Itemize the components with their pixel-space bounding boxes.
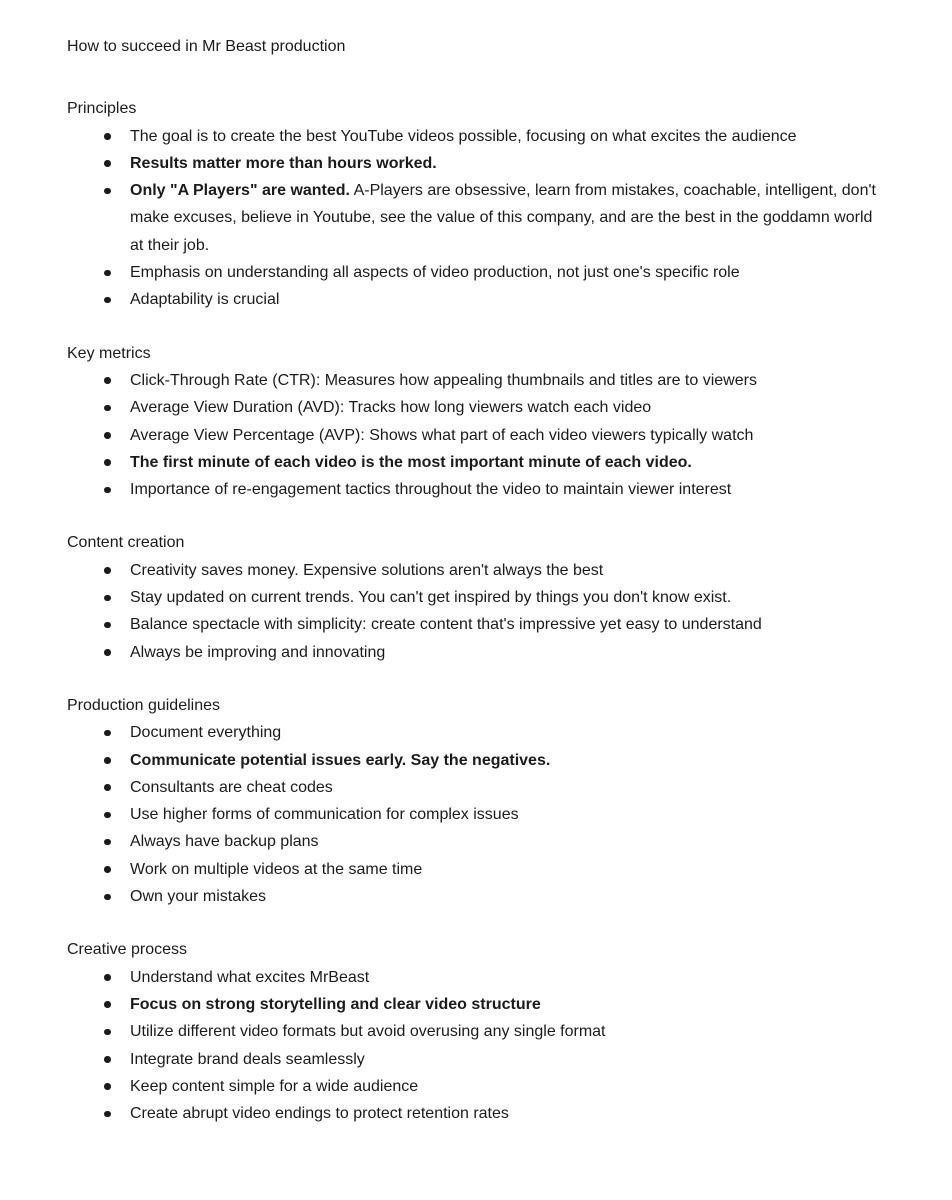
bullet-icon xyxy=(104,595,111,602)
bullet-list xyxy=(67,123,885,314)
section-heading: Key metrics xyxy=(67,344,151,362)
bullet-icon xyxy=(104,622,111,629)
bullet-text: Click-Through Rate (CTR): Measures how appealing thumbnails and titles are to viewers xyxy=(130,371,757,389)
bullet-icon xyxy=(104,866,111,873)
bullet-text: Emphasis on understanding all aspects of video production, not just one's specific role xyxy=(130,264,740,282)
list-item xyxy=(67,801,885,828)
list-item xyxy=(67,639,885,666)
bullet-icon xyxy=(104,649,111,656)
bullet-text: The goal is to create the best YouTube videos possible, focusing on what excites the audience xyxy=(130,127,797,145)
bullet-text: Adaptability is crucial xyxy=(130,291,280,309)
list-item xyxy=(67,774,885,801)
bullet-icon xyxy=(104,459,111,466)
list-item xyxy=(67,1100,885,1127)
bullet-text: Work on multiple videos at the same time xyxy=(130,860,423,878)
bullet-bold-text: Focus on strong storytelling and clear video structure xyxy=(130,995,541,1013)
document-title: How to succeed in Mr Beast production xyxy=(67,38,346,55)
list-item xyxy=(67,991,885,1018)
bullet-list xyxy=(67,964,885,1128)
bullet-text: Average View Percentage (AVP): Shows what part of each video viewers typically watch xyxy=(130,426,754,444)
bullet-icon xyxy=(104,974,111,981)
bullet-text: Create abrupt video endings to protect retention rates xyxy=(130,1105,509,1123)
bullet-text: Stay updated on current trends. You can't get inspired by things you don't know exist. xyxy=(130,589,732,607)
list-item xyxy=(67,123,885,150)
bullet-icon xyxy=(104,784,111,791)
list-item xyxy=(67,611,885,638)
bullet-icon xyxy=(104,1056,111,1063)
bullet-bold-text: The first minute of each video is the most important minute of each video. xyxy=(130,453,692,471)
bullet-icon xyxy=(104,812,111,819)
bullet-text: Use higher forms of communication for complex issues xyxy=(130,806,519,824)
list-item xyxy=(67,286,885,313)
bullet-text: Document everything xyxy=(130,724,282,742)
list-item xyxy=(67,1073,885,1100)
list-item xyxy=(67,557,885,584)
bullet-text: Understand what excites MrBeast xyxy=(130,968,370,986)
bullet-icon xyxy=(104,757,111,764)
list-item xyxy=(67,584,885,611)
list-item xyxy=(67,964,885,991)
section-heading: Content creation xyxy=(67,534,185,552)
list-item xyxy=(67,883,885,910)
section-heading: Principles xyxy=(67,100,137,118)
bullet-text: Importance of re-engagement tactics throughout the video to maintain viewer interest xyxy=(130,481,732,499)
bullet-icon xyxy=(104,133,111,140)
list-item xyxy=(67,1018,885,1045)
document-section xyxy=(67,503,885,665)
bullet-icon xyxy=(104,487,111,494)
list-item xyxy=(67,828,885,855)
bullet-icon xyxy=(104,377,111,384)
list-item xyxy=(67,422,885,449)
list-item xyxy=(67,747,885,774)
bullet-icon xyxy=(104,405,111,412)
bullet-text: Average View Duration (AVD): Tracks how long viewers watch each video xyxy=(130,399,652,417)
bullet-icon xyxy=(104,567,111,574)
bullet-icon xyxy=(104,1029,111,1036)
list-item xyxy=(67,367,885,394)
bullet-bold-text: Only "A Players" are wanted. xyxy=(130,182,350,200)
bullet-text: Keep content simple for a wide audience xyxy=(130,1077,419,1095)
list-item xyxy=(67,449,885,476)
bullet-list xyxy=(67,367,885,503)
list-item xyxy=(67,150,885,177)
bullet-icon xyxy=(104,1083,111,1090)
bullet-icon xyxy=(104,432,111,439)
list-item xyxy=(67,476,885,503)
bullet-icon xyxy=(104,297,111,304)
bullet-icon xyxy=(104,1111,111,1118)
bullet-text: Always have backup plans xyxy=(130,833,319,851)
bullet-icon xyxy=(104,1001,111,1008)
bullet-bold-text: Results matter more than hours worked. xyxy=(130,154,437,172)
bullet-text: Consultants are cheat codes xyxy=(130,778,333,796)
bullet-text: Balance spectacle with simplicity: create content that's impressive yet easy to understand xyxy=(130,616,762,634)
list-item xyxy=(67,1046,885,1073)
section-heading: Production guidelines xyxy=(67,696,220,714)
bullet-icon xyxy=(104,839,111,846)
document-section xyxy=(67,60,885,313)
bullet-icon xyxy=(104,730,111,737)
bullet-text: Creativity saves money. Expensive solutions aren't always the best xyxy=(130,561,604,579)
bullet-icon xyxy=(104,188,111,195)
list-item xyxy=(67,719,885,746)
list-item xyxy=(67,856,885,883)
list-item xyxy=(67,394,885,421)
document-section xyxy=(67,910,885,1127)
bullet-icon xyxy=(104,160,111,167)
bullet-text: Own your mistakes xyxy=(130,888,267,906)
document-section xyxy=(67,314,885,504)
bullet-text: Integrate brand deals seamlessly xyxy=(130,1050,365,1068)
bullet-list xyxy=(67,719,885,910)
bullet-list xyxy=(67,557,885,666)
bullet-text: A-Players are obsessive, learn from mistakes, coachable, intelligent, don't make excuses, believe in Youtube, see the value of this company, and are the best in the goddamn world at their job. xyxy=(130,182,876,254)
bullet-text: Utilize different video formats but avoid overusing any single format xyxy=(130,1023,606,1041)
bullet-icon xyxy=(104,270,111,277)
bullet-bold-text: Communicate potential issues early. Say the negatives. xyxy=(130,751,551,769)
document-section xyxy=(67,666,885,910)
bullet-text: Always be improving and innovating xyxy=(130,643,386,661)
bullet-icon xyxy=(104,894,111,901)
section-heading: Creative process xyxy=(67,941,188,959)
list-item xyxy=(67,259,885,286)
list-item xyxy=(67,177,885,259)
document-sections xyxy=(67,60,885,1127)
